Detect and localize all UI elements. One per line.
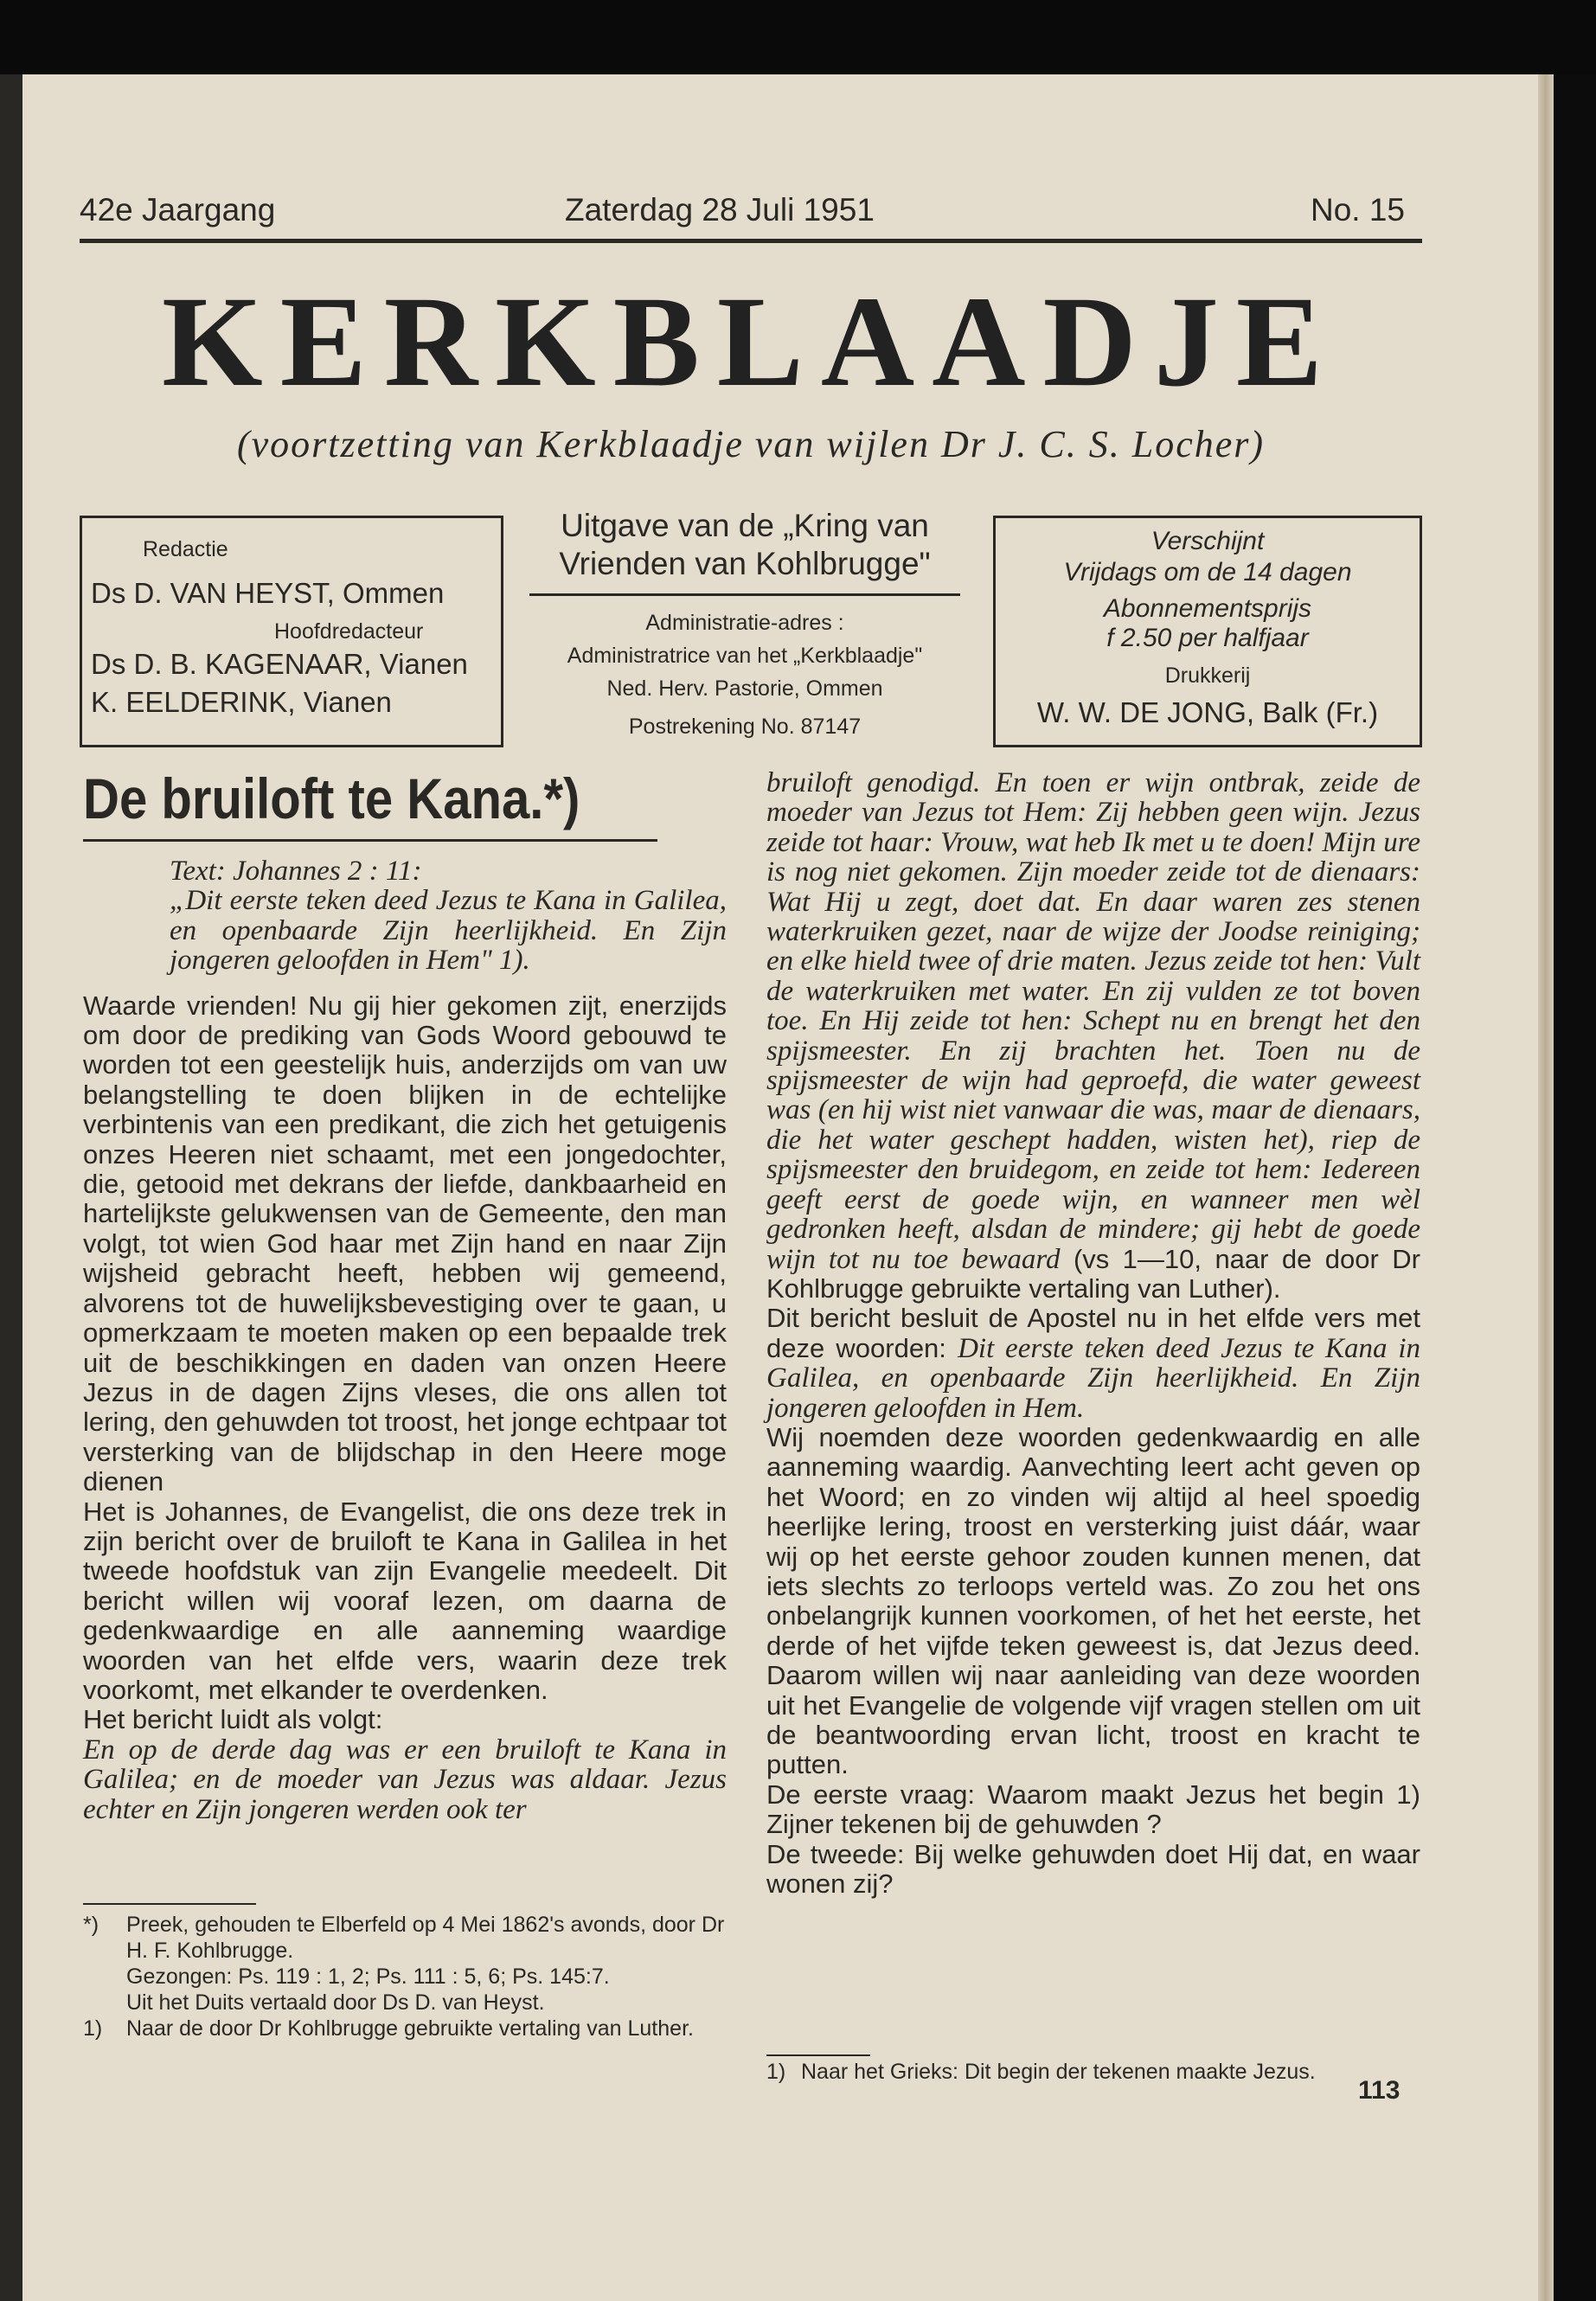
text-reference: Text: Johannes 2 : 11: [170,856,422,887]
right-footnote [766,2059,1420,2085]
footnote-songs: Gezongen: Ps. 119 : 1, 2; Ps. 111 : 5, 6; Ps. 145:7. [126,1965,610,1989]
printer-name: W. W. DE JONG, Balk (Fr.) [1036,696,1379,728]
issue-date: Zaterdag 28 Juli 1951 [565,192,875,228]
info-box [993,516,1422,747]
verse-quote: Dit eerste teken deed Jezus te Kana in Galilea, en openbaarde Zijn heerlijkheid. En Zijn jongeren geloofden in Hem. [766,1332,1420,1424]
footnote-translation: Uit het Duits vertaald door Ds D. van Heyst. [126,1990,545,2015]
paragraph: Dit bericht besluit de Apostel nu in het elfde vers met deze woorden: [766,1303,1420,1363]
subscription-price: f 2.50 per halfjaar [1106,624,1309,652]
redactie-box [80,516,503,747]
footnote-text: Naar de door Dr Kohlbrugge gebruikte vertaling van Luther. [126,2016,694,2041]
footnote-text: Naar het Grieks: Dit begin der tekenen maakte Jezus. [801,2060,1316,2084]
editor-role: Hoofdredacteur [274,619,424,644]
giro-number: Postrekening No. 87147 [628,715,862,739]
question-2: De tweede: Bij welke gehuwden doet Hij dat, en waar wonen zij? [766,1838,1420,1900]
redactie-label: Redactie [143,537,228,561]
issue-number: No. 15 [1311,192,1406,228]
appears-label: Verschijnt [1151,527,1265,555]
footnote-rule [83,1903,256,1905]
header-rule [80,239,1422,243]
book-spine [0,74,22,2301]
redactie-editor-1: Ds D. VAN HEYST, Ommen [91,577,445,609]
redactie-editor-2: Ds D. B. KAGENAAR, Vianen [91,648,468,680]
scripture-verse: „Dit eerste teken deed Jezus te Kana in Galilea, en openbaarde Zijn heerlijkheid. En Zijn jongeren geloofden in Hem" 1). [170,885,727,977]
publisher-title: Uitgave van de „Kring van Vrienden van Kohlbrugge" [559,508,931,581]
printer-label: Drukkerij [1164,663,1251,688]
left-column [83,856,727,1824]
publisher-rule [529,593,960,596]
footnote-text: Preek, gehouden te Elberfeld op 4 Mei 1862's avonds, door Dr H. F. Kohlbrugge. [126,1913,725,1963]
redactie-editor-3: K. EELDERINK, Vianen [91,686,392,718]
footnotes [83,1912,727,2041]
subscription-label: Abonnementsprijs [1103,594,1312,623]
masthead-title: KERKBLAADJE [162,270,1340,413]
title-rule [83,839,657,842]
paragraph: Waarde vrienden! Nu gij hier gekomen zijt, enerzijds om door de prediking van Gods Woord gebouwd te worden tot een geestelijk huis, anderzijds om van uw belangstelling te doen blijken in de echtelijke verbintenis van een predikant, die zich het getuigenis onzes Heeren niet schaamt, met een jongedochter, die, getooid met dekrans der liefde, dankbaarheid en hartelijkste gelukwensen van de Gemeente, den man volgt, tot wien God haar met Zijn hand en naar Zijn wijsheid gebracht heeft, hebben wij gemeend, alvorens tot de huwelijksbevestiging over te gaan, u opmerkzaam te moeten maken op een bepaalde trek uit de beschikkingen en daden van onzen Heere Jezus in de dagen Zijns vleses, die ons allen tot lering, den gehuwden tot troost, het jonge echtpaar tot versterking van de blijdschap in den Heere moge dienen [83,990,727,1497]
page-number: 113 [1358,2076,1401,2105]
right-column [766,768,1420,1899]
scan-border [0,0,1596,74]
footnote-marker: 1) [83,2016,103,2041]
paragraph: Het is Johannes, de Evangelist, die ons deze trek in zijn bericht over de bruiloft te Kana in Galilea in het tweede hoofdstuk van zijn Evangelie meedeelt. Dit bericht willen wij vooraf lezen, om daarna de gedenkwaardige en alle aanneming waardige woorden van het elfde vers, waarin deze trek voorkomt, met elkander te overdenken. [83,1496,727,1705]
footnote-rule [766,2054,870,2056]
frequency: Vrijdags om de 14 dagen [1063,558,1352,586]
paragraph: Wij noemden deze woorden gedenkwaardig en alle aanneming waardig. Aanvechting leert acht geven op het Woord; en zo vinden wij altijd al heel spoedig heerlijke lering, troost en versterking juist dáár, waar wij op het eerste gehoor zouden kunnen menen, dat iets slechts zo terloops verteld was. Zo zou het ons onbelangrijk kunnen voorkomen, of het het eerste, het derde of het vijfde teken geweest is, dat Jezus deed. Daarom willen wij naar aanleiding van deze woorden uit het Evangelie de volgende vijf vragen stellen om uit de beantwoording ervan licht, troost en kracht te putten. [766,1421,1420,1780]
article-title: De bruiloft te Kana.*) [83,766,580,830]
gospel-quote: bruiloft genodigd. En toen er wijn ontbrak, zeide de moeder van Jezus tot Hem: Zij hebben geen wijn. Jezus zeide tot haar: Vrouw, wat heb Ik met u te doen! Mijn ure is nog niet gekomen. Zijn moeder zeide tot de dienaars: Wat Hij u zegt, doet dat. En daar waren zes stenen waterkruiken gezet, naar de wijze der Joodse reiniging; en elke hield twee of drie maten. Jezus zeide tot hen: Vult de waterkruiken met water. En zij vulden ze tot boven toe. En Hij zeide tot hen: Schept nu en brengt het den spijsmeester. En zij brachten het. Toen nu de spijsmeester de wijn had geproefd, die water geweest was (en hij wist niet vanwaar die was, maar de dienaars, die het water geschept hadden, wisten het), riep de spijsmeester den bruidegom, en zeide tot hem: Iedereen geeft eerst de goede wijn, en wanneer men wèl gedronken heeft, alsdan de mindere; gij hebt de goede wijn tot nu toe bewaard [766,767,1420,1275]
admin-label: Administratie-adres : [645,611,844,635]
paragraph: Het bericht luidt als volgt: [83,1704,383,1735]
question-1: De eerste vraag: Waarom maakt Jezus het begin 1) Zijner tekenen bij de gehuwden ? [766,1779,1420,1840]
quote-attribution: (vs 1—10, naar de door Dr Kohlbrugge gebruikte vertaling van Luther). [766,1243,1420,1304]
admin-line-1: Administratrice van het „Kerkblaadje" [567,644,923,668]
volume: 42e Jaargang [80,192,276,228]
footnote-marker: *) [83,1913,99,1937]
footnote-marker: 1) [766,2060,786,2084]
page-edge [1538,74,1554,2301]
gospel-quote: En op de derde dag was er een bruiloft te Kana in Galilea; en de moeder van Jezus was aldaar. Jezus echter en Zijn jongeren werden ook ter [83,1734,727,1825]
admin-line-2: Ned. Herv. Pastorie, Ommen [606,676,883,701]
masthead-subtitle: (voortzetting van Kerkblaadje van wijlen Dr J. C. S. Locher) [236,423,1266,465]
